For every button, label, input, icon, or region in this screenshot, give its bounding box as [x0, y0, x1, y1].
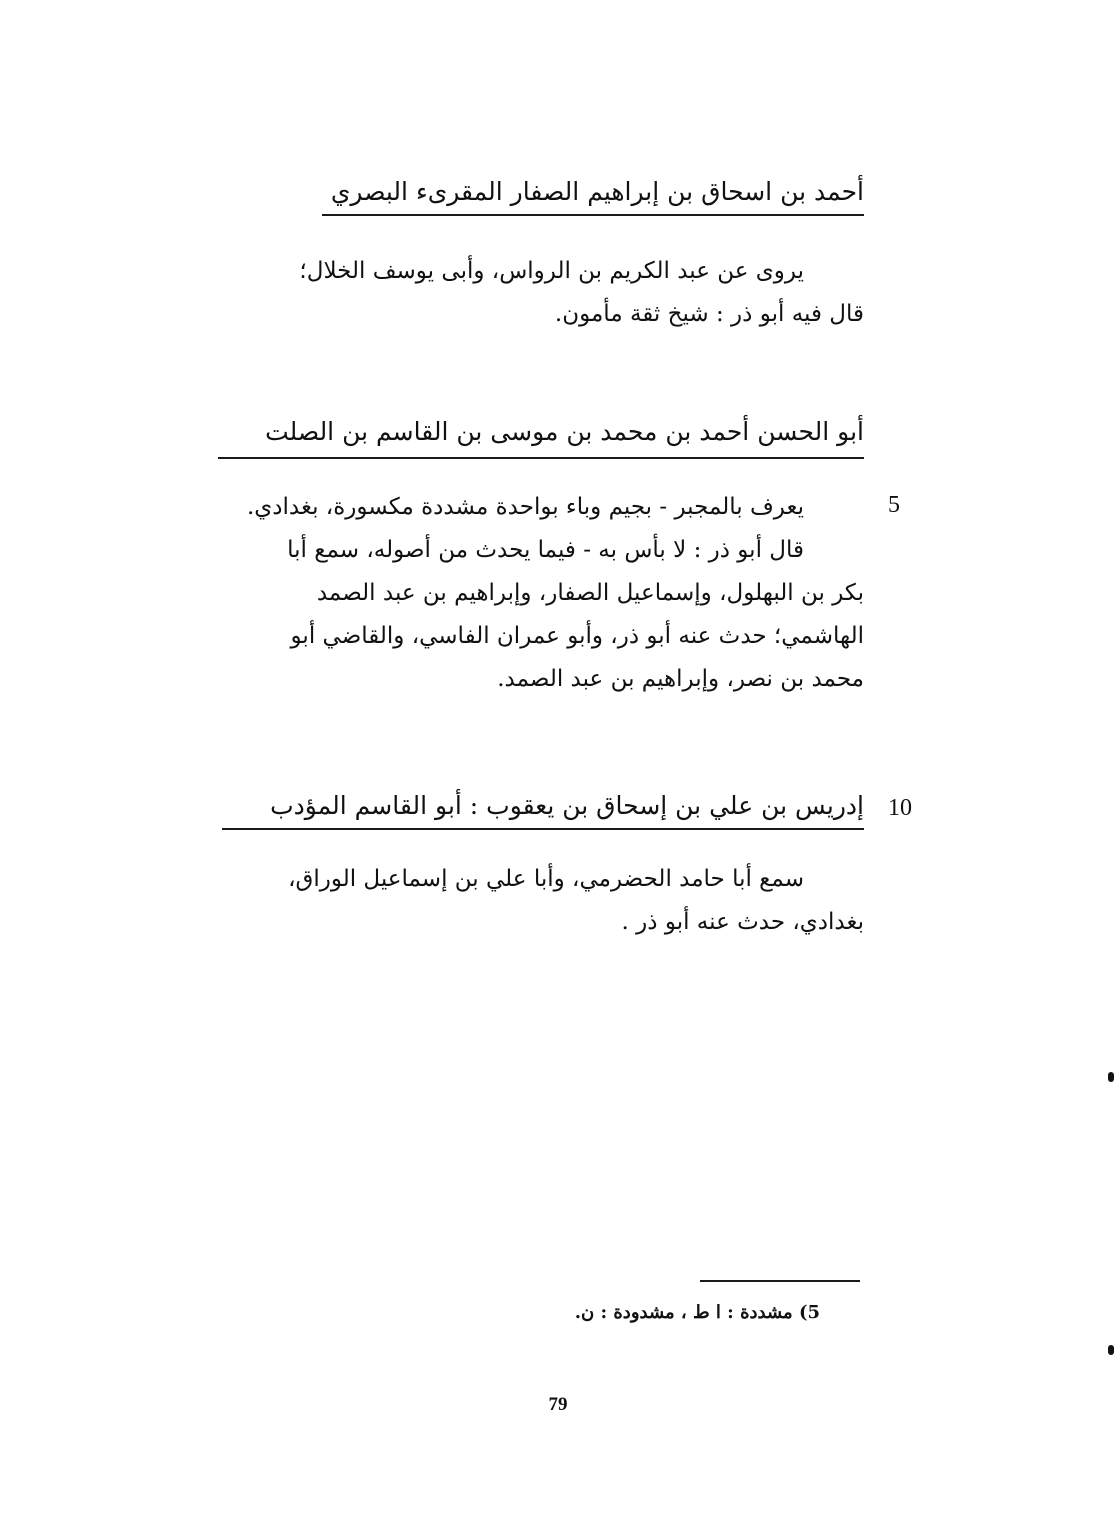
entry-3-heading-underline: [222, 828, 864, 830]
entry-1-line-2: قال فيه أبو ذر : شيخ ثقة مأمون.: [554, 301, 864, 327]
entry-1-heading-text: أحمد بن اسحاق بن إبراهيم الصفار المقرىء البصري: [330, 177, 864, 206]
footnote: 5) مشددة : ا ط ، مشدودة : ن.: [574, 1302, 820, 1323]
entry-2-line-3: بكر بن البهلول، وإسماعيل الصفار، وإبراهيم بن عبد الصمد: [316, 580, 864, 606]
entry-3-heading: [218, 786, 864, 828]
entry-1-heading-underline: [322, 214, 864, 216]
entry-3-line-2: بغدادي، حدث عنه أبو ذر .: [621, 909, 864, 935]
entry-2-heading-text: أبو الحسن أحمد بن محمد بن موسى بن القاسم بن الصلت: [265, 417, 864, 446]
scan-edge-mark: [1108, 1345, 1114, 1355]
entry-3-heading-text: إدريس بن علي بن إسحاق بن يعقوب : أبو القاسم المؤدب: [270, 791, 864, 820]
entry-2-heading-underline: [218, 457, 864, 459]
entry-2-line-1: يعرف بالمجبر - بجيم وباء بواحدة مشددة مكسورة، بغدادي.: [246, 494, 804, 520]
entry-2-body: [218, 486, 864, 701]
page-number: 79: [548, 1394, 568, 1415]
entry-2-line-5: محمد بن نصر، وإبراهيم بن عبد الصمد.: [497, 666, 864, 692]
scan-edge-mark: [1108, 1072, 1114, 1082]
entry-2-heading: [218, 412, 864, 454]
entry-1-heading: [218, 172, 864, 214]
entry-1-body: [218, 250, 864, 336]
line-number-10: 10: [888, 795, 912, 821]
footnote-separator: [700, 1280, 860, 1282]
entry-3-line-1: سمع أبا حامد الحضرمي، وأبا علي بن إسماعيل الوراق،: [288, 866, 804, 892]
entry-3-body: [218, 858, 864, 944]
entry-2-line-4: الهاشمي؛ حدث عنه أبو ذر، وأبو عمران الفاسي، والقاضي أبو: [290, 623, 864, 649]
entry-2-line-2: قال أبو ذر : لا بأس به - فيما يحدث من أصوله، سمع أبا: [287, 537, 804, 563]
entry-1-line-1: يروى عن عبد الكريم بن الرواس، وأبى يوسف الخلال؛: [299, 258, 804, 284]
line-number-5: 5: [888, 492, 900, 518]
